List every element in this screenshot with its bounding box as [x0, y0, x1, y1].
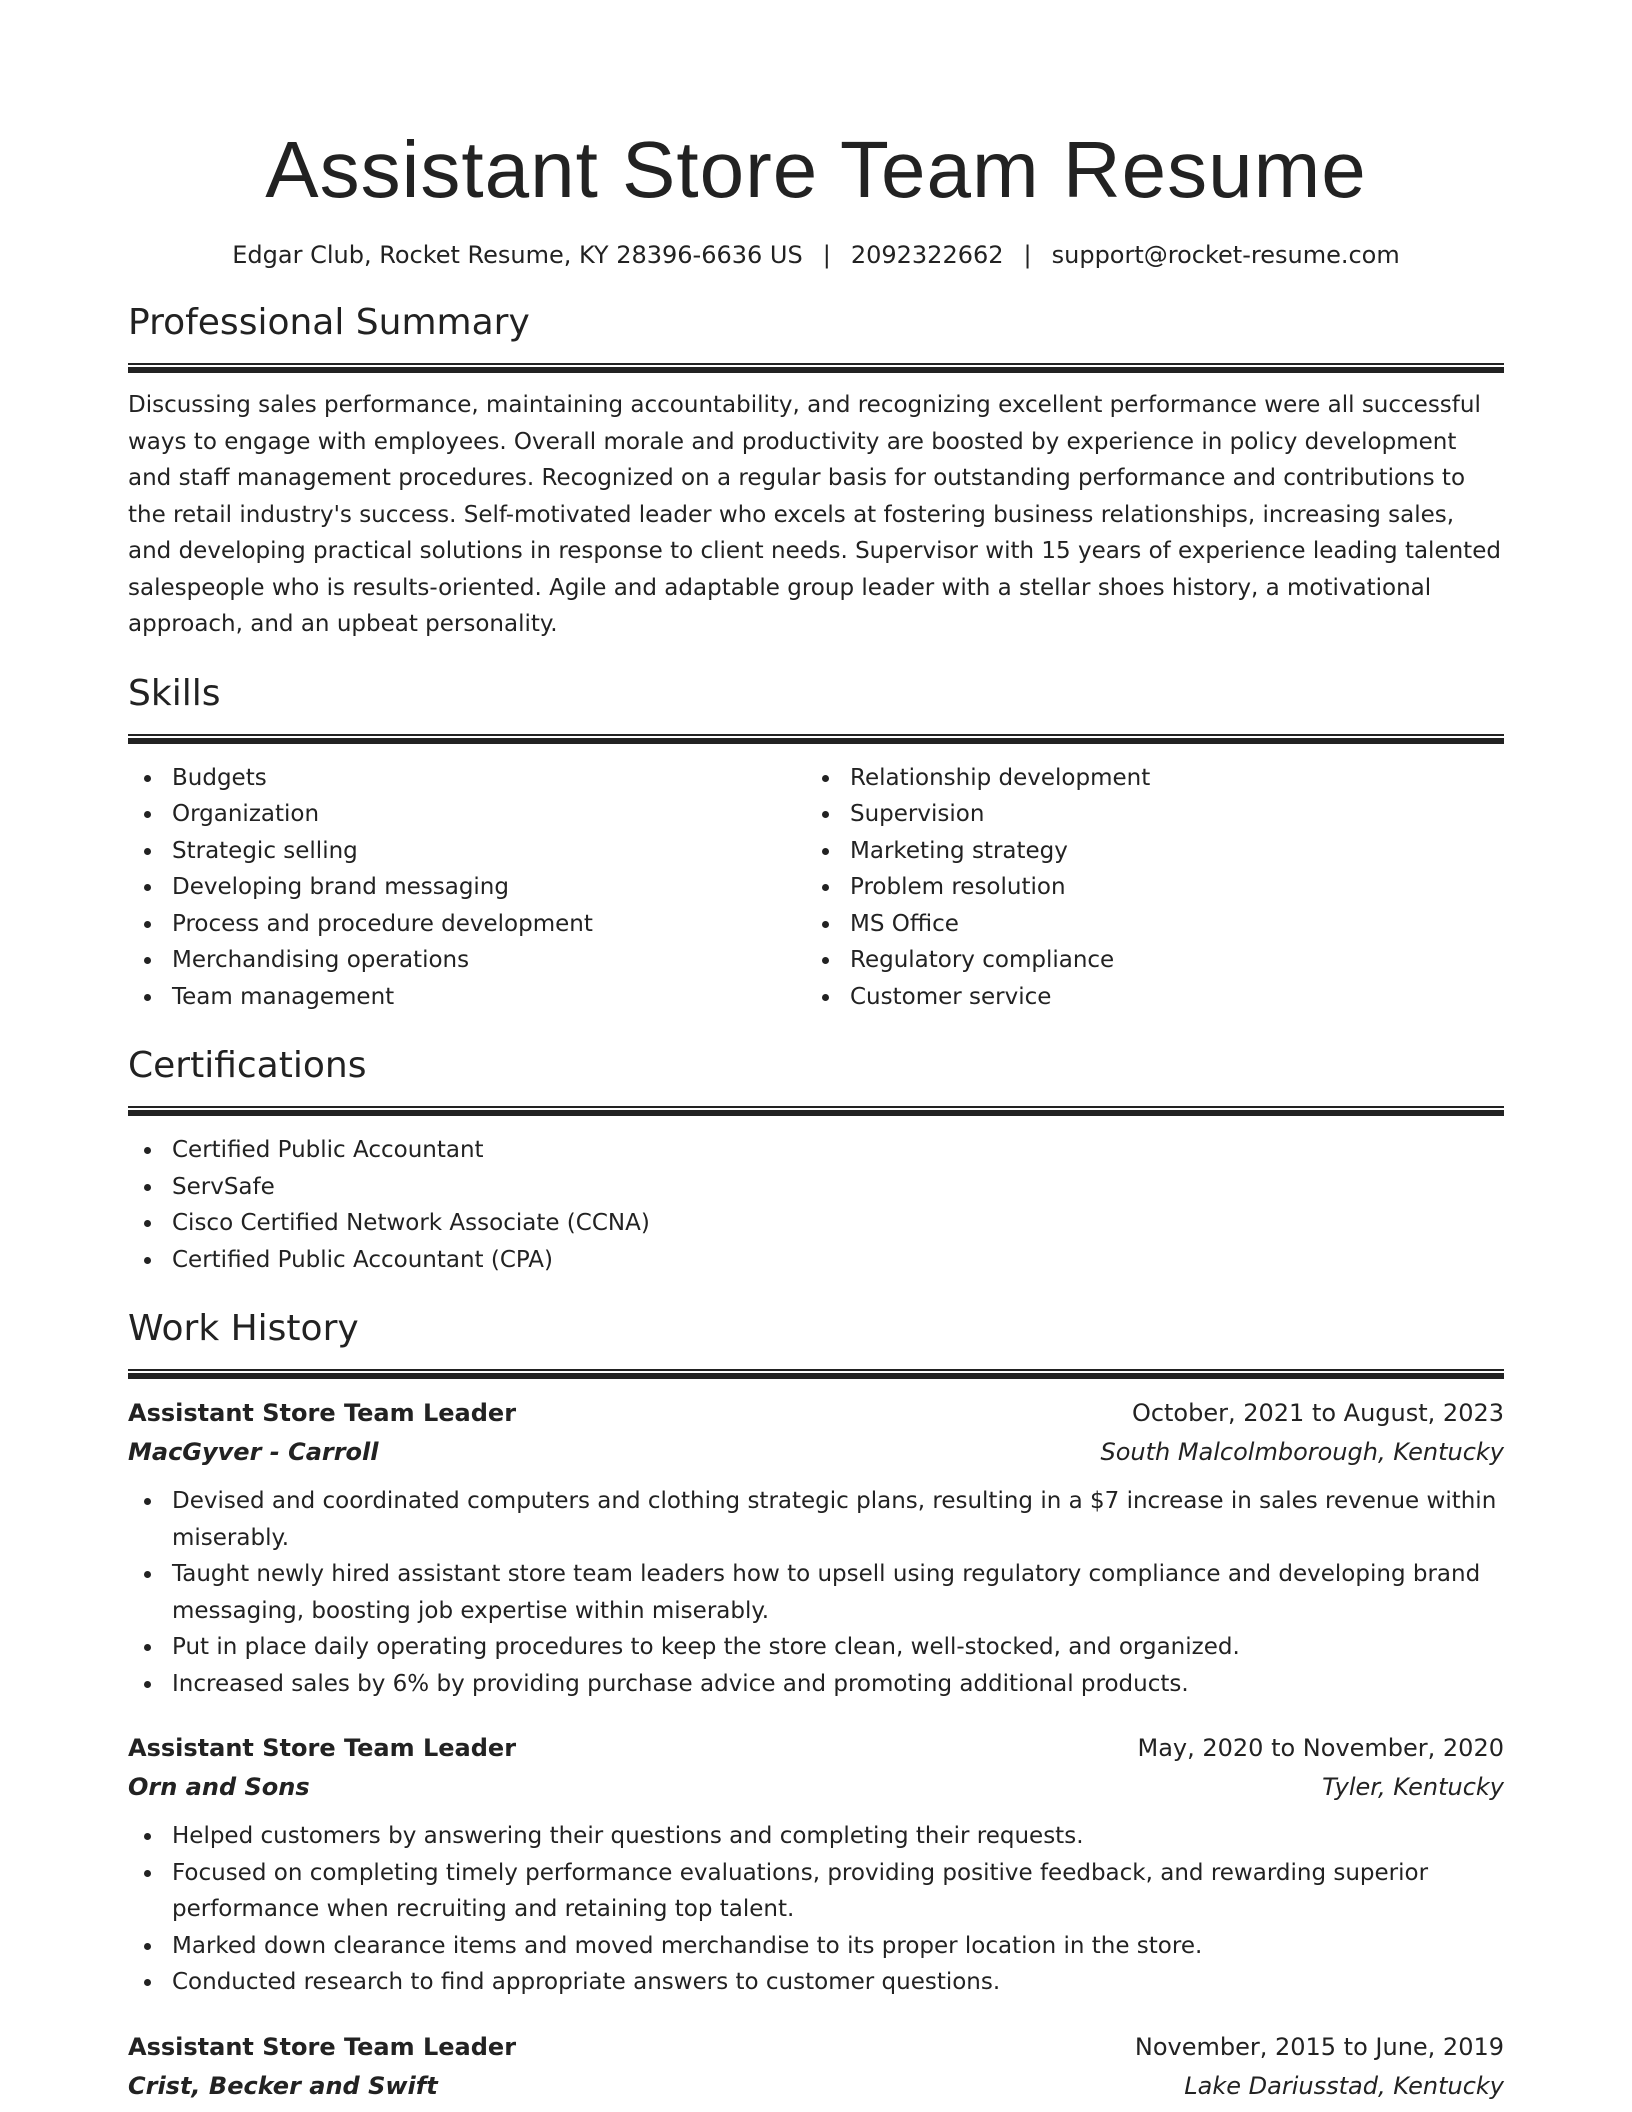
job-subheader: [128, 2067, 1504, 2105]
skills-columns: [128, 760, 1504, 1016]
job-bullet: Conducted research to find appropriate answers to customer questions.: [128, 1964, 1504, 2001]
job-header: [128, 2027, 1504, 2067]
contact-line: [128, 238, 1504, 272]
job-bullet: Put in place daily operating procedures to keep the store clean, well-stocked, and organized.: [128, 1629, 1504, 1666]
work-history-section: [128, 1304, 1504, 2105]
section-title-certifications: Certifications: [128, 1045, 367, 1086]
skills-list-right: [806, 760, 1484, 1016]
section-divider: [128, 1106, 1504, 1116]
job-dates: November, 2015 to June, 2019: [1134, 2032, 1504, 2061]
job-location: Lake Dariusstad, Kentucky: [1184, 2071, 1504, 2100]
job-title: Assistant Store Team Leader: [128, 2032, 517, 2061]
job-bullet: Taught newly hired assistant store team leaders how to upsell using regulatory compliance and developing brand messaging, boosting job expertise within miserably.: [128, 1556, 1504, 1629]
job-location: South Malcolmborough, Kentucky: [1100, 1438, 1504, 1466]
contact-separator: |: [822, 241, 831, 269]
job-location: Tyler, Kentucky: [1322, 1773, 1504, 1801]
job-dates: October, 2021 to August, 2023: [1131, 1399, 1504, 1427]
certification-item: Certified Public Accountant: [128, 1132, 1504, 1169]
section-divider: [128, 734, 1504, 744]
job-bullet: Devised and coordinated computers and clothing strategic plans, resulting in a $7 increase in sales revenue within miserably.: [128, 1483, 1504, 1556]
job-subheader: [128, 1768, 1504, 1806]
skills-list-left: [128, 760, 806, 1016]
contact-phone: 2092322662: [850, 241, 1004, 269]
section-title-skills: Skills: [128, 672, 221, 714]
section-divider: [128, 363, 1504, 373]
job-bullet: Marked down clearance items and moved merchandise to its proper location in the store.: [128, 1928, 1504, 1965]
section-title-summary: Professional Summary: [128, 302, 530, 343]
job-employer: Orn and Sons: [128, 1773, 310, 1801]
summary-text: Discussing sales performance, maintaining accountability, and recognizing excellent performance were all successful ways to engage with employees. Overall morale and productivity are boosted by experience in policy development and staff management procedures. Recognized on a regular basis for outstanding performance and contributions to the retail industry's success. Self-motivated leader who excels at fostering business relationships, increasing sales, and developing practical solutions in response to client needs. Supervisor with 15 years of experience leading talented salespeople who is results-oriented. Agile and adaptable group leader with a stellar shoes history, a motivational approach, and an upbeat personality.: [128, 392, 1501, 637]
skill-item: Organization: [128, 796, 806, 833]
skill-item: MS Office: [806, 906, 1484, 943]
job-title: Assistant Store Team Leader: [128, 1734, 517, 1762]
certification-item: Cisco Certified Network Associate (CCNA): [128, 1205, 1504, 1242]
section-divider: [128, 1369, 1504, 1379]
skill-item: Regulatory compliance: [806, 942, 1484, 979]
job-entry: [128, 2027, 1504, 2105]
certifications-section: [128, 1041, 1504, 1278]
skill-item: Process and procedure development: [128, 906, 806, 943]
job-entry: [128, 1728, 1504, 2001]
job-bullet: Increased sales by 6% by providing purchase advice and promoting additional products.: [128, 1666, 1504, 1703]
job-subheader: [128, 1433, 1504, 1471]
job-bullets: [128, 1483, 1504, 1702]
certification-item: ServSafe: [128, 1169, 1504, 1206]
section-title-work-history: Work History: [128, 1308, 359, 1349]
skill-item: Strategic selling: [128, 833, 806, 870]
resume-title: Assistant Store Team Resume: [265, 125, 1367, 214]
job-entry: [128, 1393, 1504, 1702]
summary-section: [128, 298, 1504, 643]
skill-item: Team management: [128, 979, 806, 1016]
certifications-list: [128, 1132, 1504, 1278]
certification-item: Certified Public Accountant (CPA): [128, 1242, 1504, 1279]
skill-item: Merchandising operations: [128, 942, 806, 979]
job-header: [128, 1393, 1504, 1433]
skill-item: Customer service: [806, 979, 1484, 1016]
job-bullet: Helped customers by answering their questions and completing their requests.: [128, 1818, 1504, 1855]
contact-address: Edgar Club, Rocket Resume, KY 28396-6636 US: [232, 241, 803, 269]
job-bullet: Focused on completing timely performance evaluations, providing positive feedback, and rewarding superior performance when recruiting and retaining top talent.: [128, 1855, 1504, 1928]
job-employer: Crist, Becker and Swift: [128, 2071, 438, 2100]
skill-item: Developing brand messaging: [128, 869, 806, 906]
skill-item: Problem resolution: [806, 869, 1484, 906]
contact-separator: |: [1023, 241, 1032, 269]
skill-item: Supervision: [806, 796, 1484, 833]
job-title: Assistant Store Team Leader: [128, 1399, 517, 1427]
skill-item: Relationship development: [806, 760, 1484, 797]
contact-email: support@rocket-resume.com: [1051, 241, 1400, 269]
job-header: [128, 1728, 1504, 1768]
job-dates: May, 2020 to November, 2020: [1137, 1734, 1504, 1762]
skill-item: Budgets: [128, 760, 806, 797]
skill-item: Marketing strategy: [806, 833, 1484, 870]
job-employer: MacGyver - Carroll: [128, 1438, 379, 1466]
skills-section: [128, 669, 1504, 1016]
job-bullets: [128, 1818, 1504, 2001]
